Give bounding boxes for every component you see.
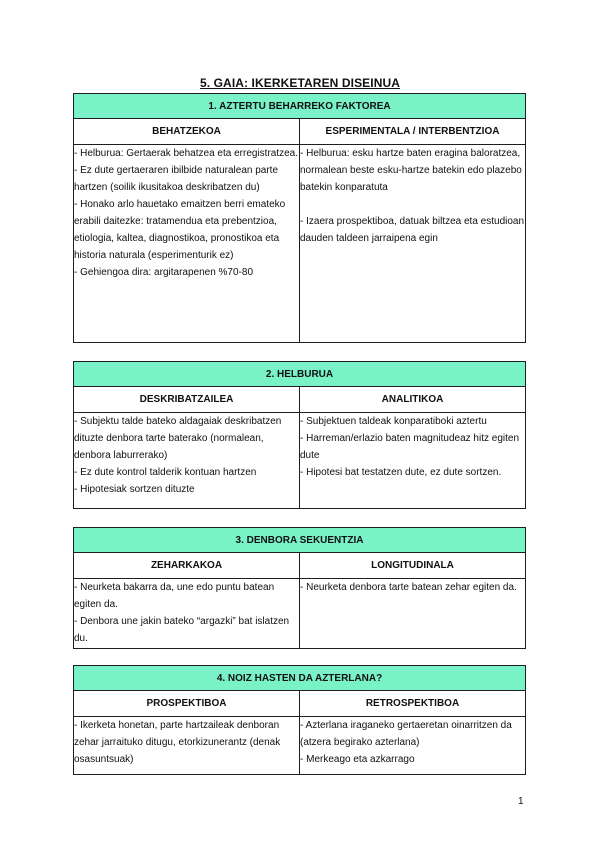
left-cell xyxy=(74,579,300,649)
column-header-right: LONGITUDINALA xyxy=(300,553,526,579)
section-1-table xyxy=(73,93,526,343)
bullet: - Subjektuen taldeak konparatiboki aztertu xyxy=(300,416,487,427)
right-cell xyxy=(300,413,526,509)
section-heading: 3. DENBORA SEKUENTZIA xyxy=(74,528,526,553)
bullet: - Azterlana iraganeko gertaeretan oinarritzen da (atzera begirako azterlana) xyxy=(300,720,512,748)
bullet: - Merkeago eta azkarrago xyxy=(300,754,415,765)
bullet: - Izaera prospektiboa, datuak biltzea eta estudioan dauden taldeen jarraipena egin xyxy=(300,216,525,244)
bullet: - Harreman/erlazio baten magnitudeaz hitz egiten dute xyxy=(300,433,520,461)
bullet: - Helburua: Gertaerak behatzea eta erregistratzea. xyxy=(74,148,299,159)
bullet: - Denbora une jakin bateko “argazki” bat islatzen du. xyxy=(74,616,290,644)
bullet: - Gehiengoa dira: argitarapenen %70-80 xyxy=(74,267,254,278)
section-heading: 2. HELBURUA xyxy=(74,362,526,387)
bullet: - Neurketa bakarra da, une edo puntu batean egiten da. xyxy=(74,582,275,610)
section-heading: 4. NOIZ HASTEN DA AZTERLANA? xyxy=(74,666,526,691)
page-number: 1 xyxy=(518,796,524,807)
column-header-left: PROSPEKTIBOA xyxy=(74,691,300,717)
bullet: - Hipotesiak sortzen dituzte xyxy=(74,484,195,495)
left-cell xyxy=(74,413,300,509)
column-header-right: ESPERIMENTALA / INTERBENTZIOA xyxy=(300,119,526,145)
page-title: 5. GAIA: IKERKETAREN DISEINUA xyxy=(199,76,401,90)
bullet: - Neurketa denbora tarte batean zehar egiten da. xyxy=(300,582,517,593)
column-header-left: BEHATZEKOA xyxy=(74,119,300,145)
bullet: - Ez dute gertaeraren ibilbide naturalean parte hartzen (soilik ikusitakoa deskribatzen du) xyxy=(74,165,279,193)
right-cell xyxy=(300,717,526,775)
section-2-table xyxy=(73,361,526,509)
bullet: - Hipotesi bat testatzen dute, ez dute sortzen. xyxy=(300,467,502,478)
left-cell xyxy=(74,145,300,343)
bullet: - Honako arlo hauetako emaitzen berri emateko erabili daitezke: tratamendua eta prebentzioa, etiologia, kaltea, diagnostikoa, pronostikoa eta historia naturala (esperimenturik ez) xyxy=(74,199,286,261)
column-header-right: ANALITIKOA xyxy=(300,387,526,413)
section-3-table xyxy=(73,527,526,649)
column-header-left: DESKRIBATZAILEA xyxy=(74,387,300,413)
bullet: - Ikerketa honetan, parte hartzaileak denboran zehar jarraituko ditugu, etorkizunerantz (denak osasuntsuak) xyxy=(74,720,281,765)
section-heading: 1. AZTERTU BEHARREKO FAKTOREA xyxy=(74,94,526,119)
section-4-table xyxy=(73,665,526,775)
bullet: - Helburua: esku hartze baten eragina baloratzea, normalean beste esku-hartze batekin edo plazebo batekin konparatuta xyxy=(300,148,522,193)
bullet: - Subjektu talde bateko aldagaiak deskribatzen dituzte denbora tarte baterako (normalean, denbora laburrerako) xyxy=(74,416,282,461)
column-header-right: RETROSPEKTIBOA xyxy=(300,691,526,717)
left-cell xyxy=(74,717,300,775)
right-cell xyxy=(300,145,526,343)
bullet: - Ez dute kontrol talderik kontuan hartzen xyxy=(74,467,257,478)
right-cell xyxy=(300,579,526,649)
column-header-left: ZEHARKAKOA xyxy=(74,553,300,579)
